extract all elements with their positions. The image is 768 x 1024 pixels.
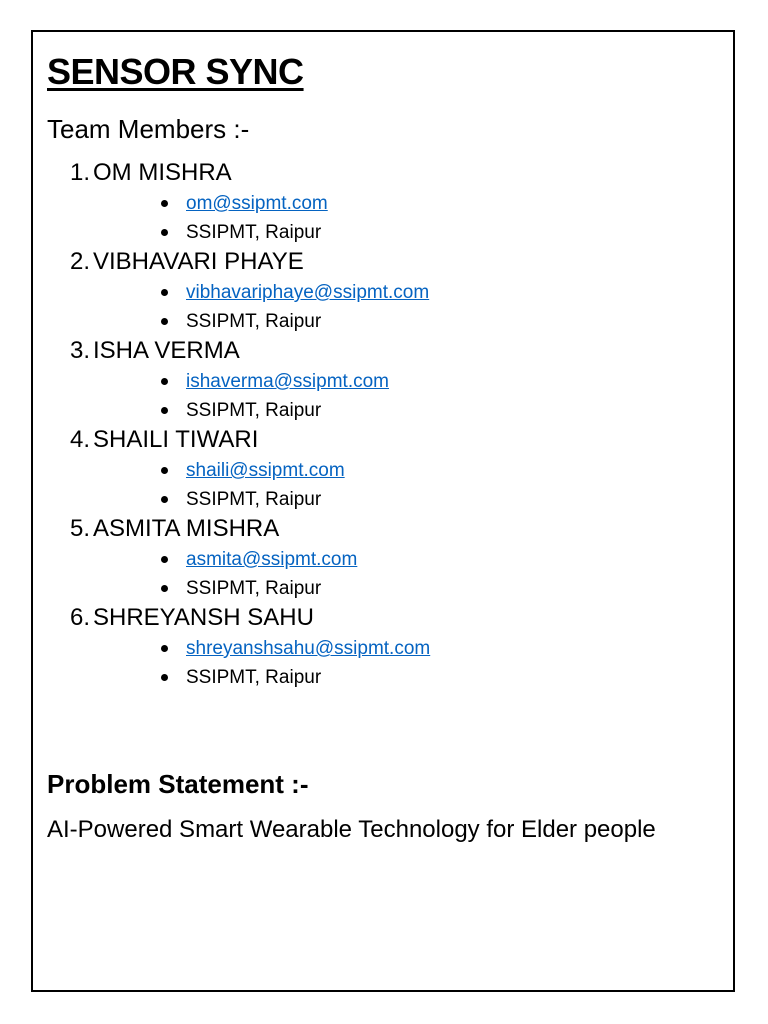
bullet-icon [161,289,168,296]
document-title: SENSOR SYNC [47,51,304,92]
member-details [47,189,727,247]
member-details [47,278,727,336]
member-number: 1. [70,159,91,186]
member-item [47,336,727,425]
member-email-item [161,634,727,663]
problem-statement-text: AI-Powered Smart Wearable Technology for Elder people [47,816,656,843]
team-members-label: Team Members :- [47,114,250,144]
member-heading [70,514,727,543]
member-name: OM MISHRA [93,159,232,186]
bullet-icon [161,645,168,652]
member-affiliation: SSIPMT, Raipur [186,400,322,421]
member-item [47,514,727,603]
member-affiliation-item [161,396,727,425]
member-heading [70,603,727,632]
member-affiliation-item [161,218,727,247]
problem-statement-heading: Problem Statement :- [47,769,309,799]
member-affiliation: SSIPMT, Raipur [186,489,322,510]
member-name: SHAILI TIWARI [93,426,259,453]
member-email-item [161,545,727,574]
document-body [47,48,727,843]
member-affiliation-item [161,485,727,514]
member-heading [70,247,727,276]
member-item [47,158,727,247]
member-details [47,456,727,514]
bullet-icon [161,318,168,325]
member-email-item [161,278,727,307]
member-email-link[interactable]: asmita@ssipmt.com [186,549,358,570]
member-details [47,367,727,425]
member-number: 2. [70,248,91,275]
member-email-link[interactable]: om@ssipmt.com [186,193,328,214]
member-affiliation: SSIPMT, Raipur [186,311,322,332]
bullet-icon [161,585,168,592]
member-number: 6. [70,604,91,631]
bullet-icon [161,407,168,414]
member-details [47,545,727,603]
bullet-icon [161,378,168,385]
bullet-icon [161,674,168,681]
member-email-item [161,189,727,218]
member-email-link[interactable]: vibhavariphaye@ssipmt.com [186,282,430,303]
member-email-link[interactable]: ishaverma@ssipmt.com [186,371,389,392]
member-item [47,425,727,514]
member-affiliation-item [161,307,727,336]
member-email-link[interactable]: shreyanshsahu@ssipmt.com [186,638,431,659]
member-affiliation: SSIPMT, Raipur [186,222,322,243]
bullet-icon [161,556,168,563]
bullet-icon [161,496,168,503]
bullet-icon [161,467,168,474]
member-email-item [161,456,727,485]
member-name: ISHA VERMA [93,337,240,364]
team-members-list [47,158,727,692]
member-heading [70,336,727,365]
member-number: 5. [70,515,91,542]
member-affiliation: SSIPMT, Raipur [186,578,322,599]
member-affiliation-item [161,663,727,692]
member-item [47,247,727,336]
bullet-icon [161,229,168,236]
bullet-icon [161,200,168,207]
member-number: 4. [70,426,91,453]
member-heading [70,425,727,454]
member-email-link[interactable]: shaili@ssipmt.com [186,460,345,481]
member-affiliation: SSIPMT, Raipur [186,667,322,688]
member-affiliation-item [161,574,727,603]
member-email-item [161,367,727,396]
member-name: ASMITA MISHRA [93,515,280,542]
member-item [47,603,727,692]
member-details [47,634,727,692]
member-heading [70,158,727,187]
member-name: VIBHAVARI PHAYE [93,248,304,275]
member-number: 3. [70,337,91,364]
member-name: SHREYANSH SAHU [93,604,314,631]
